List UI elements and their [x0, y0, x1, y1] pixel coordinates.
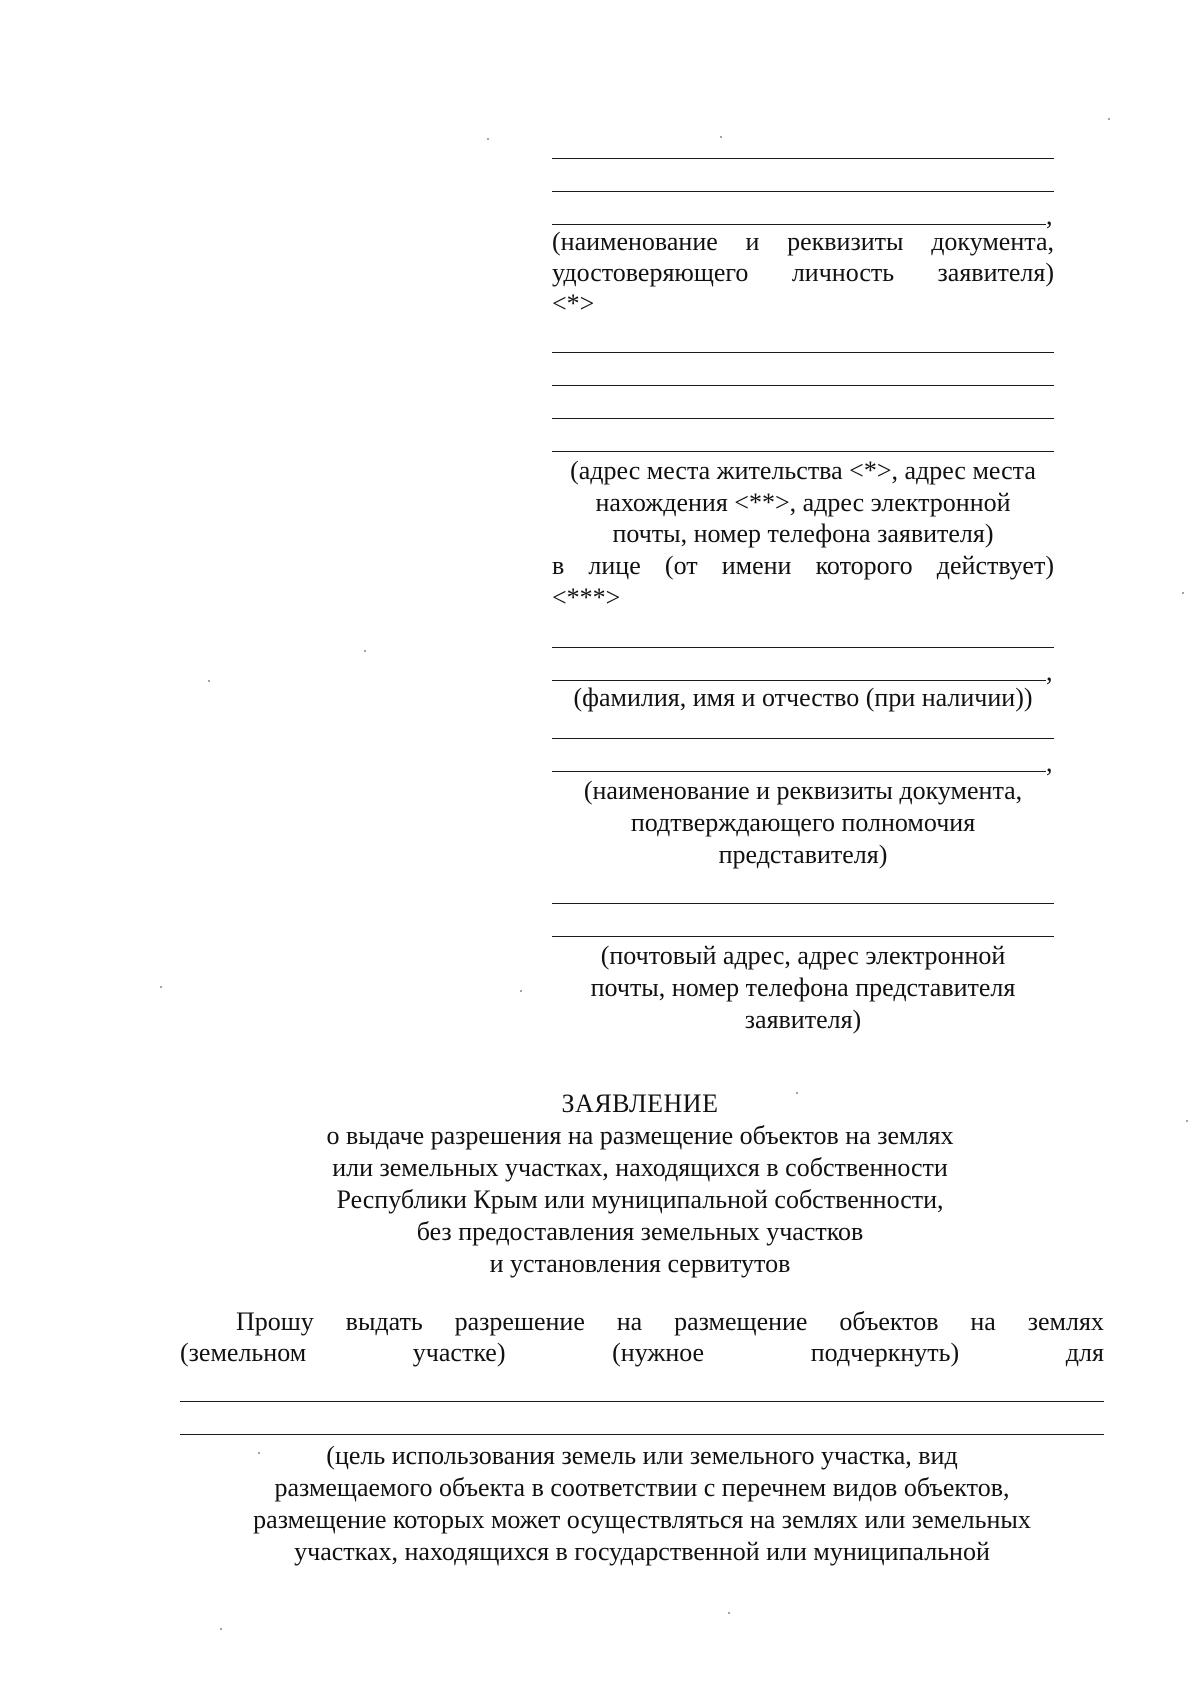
comma-mark: , [1046, 657, 1053, 686]
statement-title: ЗАЯВЛЕНИЕ [561, 1089, 719, 1118]
rep-doc-caption-line3: представителя) [718, 840, 888, 869]
caption-word: действует) [936, 551, 1054, 580]
statement-subtitle-line1: о выдаче разрешения на размещение объектов на землях [326, 1121, 954, 1150]
purpose-caption-line2: размещаемого объекта в соответствии с перечнем видов объектов, [274, 1473, 1010, 1502]
scan-speck [1108, 118, 1110, 120]
comma-mark: , [1046, 201, 1053, 230]
scan-speck [728, 1612, 730, 1614]
blank-line-rep-contact-2 [552, 936, 1054, 937]
request-line2 [180, 1337, 1104, 1368]
blank-line-purpose-1 [180, 1401, 1104, 1402]
blank-line-rep-doc-2 [552, 771, 1046, 772]
purpose-caption-line4: участках, находящихся в государственной или муниципальной [294, 1537, 990, 1566]
request-word: размещение [674, 1307, 808, 1336]
request-word: участке) [412, 1338, 506, 1367]
statement-subtitle-line5: и установления сервитутов [489, 1249, 791, 1278]
request-word: на [616, 1307, 643, 1336]
scan-speck [1186, 1120, 1188, 1122]
address-caption-line2: нахождения <**>, адрес электронной [595, 488, 1011, 517]
caption-word: заявителя) [937, 258, 1054, 287]
rep-contact-caption-line2: почты, номер телефона представителя [590, 973, 1016, 1002]
scan-speck [520, 990, 522, 992]
blank-line-fio-2 [552, 680, 1046, 681]
blank-line-rep-doc-1 [552, 738, 1054, 739]
blank-line-id-doc-3 [552, 224, 1046, 225]
purpose-caption-line1: (цель использования земель или земельного участка, вид [326, 1441, 958, 1470]
id-doc-footnote: <*> [552, 289, 595, 318]
caption-word: личность [791, 258, 895, 287]
on-behalf-footnote: <***> [552, 583, 621, 612]
request-word: выдать [345, 1307, 423, 1336]
caption-word: имени [721, 551, 792, 580]
request-word: разрешение [454, 1307, 585, 1336]
scan-speck [220, 1628, 222, 1630]
blank-line-purpose-2 [180, 1434, 1104, 1435]
request-line1 [236, 1306, 1104, 1337]
caption-word: и [745, 227, 760, 256]
blank-line-address-1 [552, 352, 1054, 353]
caption-word: документа, [931, 227, 1054, 256]
id-doc-caption-line1 [552, 226, 1054, 257]
blank-line-address-4 [552, 451, 1054, 452]
caption-word: удостоверяющего [552, 258, 749, 287]
blank-line-address-2 [552, 385, 1054, 386]
scan-speck [1182, 592, 1184, 594]
scan-speck [258, 1452, 260, 1454]
scan-speck [160, 986, 162, 988]
purpose-caption-line3: размещение которых может осуществляться на землях или земельных [253, 1505, 1031, 1534]
scan-speck [720, 136, 722, 138]
blank-line-id-doc-2 [552, 191, 1054, 192]
scan-speck [364, 650, 366, 652]
rep-doc-caption-line2: подтверждающего полномочия [630, 808, 976, 837]
statement-subtitle-line2: или земельных участках, находящихся в собственности [332, 1153, 948, 1182]
request-word: подчеркнуть) [810, 1338, 960, 1367]
blank-line-id-doc-1 [552, 158, 1054, 159]
request-word: для [1065, 1338, 1104, 1367]
request-word: объектов [839, 1307, 939, 1336]
rep-contact-caption-line3: заявителя) [744, 1005, 862, 1034]
caption-word: лице [588, 551, 641, 580]
id-doc-caption-line2 [552, 257, 1054, 288]
on-behalf-line [552, 550, 1054, 581]
scan-speck [796, 1092, 798, 1094]
rep-doc-caption-line1: (наименование и реквизиты документа, [583, 776, 1023, 805]
scan-speck [208, 680, 210, 682]
caption-word: (наименование [552, 227, 718, 256]
statement-subtitle-line4: без предоставления земельных участков [416, 1217, 864, 1246]
comma-mark: , [1046, 748, 1053, 777]
caption-word: которого [815, 551, 913, 580]
request-word: на [970, 1307, 996, 1336]
fio-caption: (фамилия, имя и отчество (при наличии)) [573, 683, 1033, 712]
request-word: землях [1027, 1307, 1104, 1336]
caption-word: в [552, 551, 565, 580]
blank-line-rep-contact-1 [552, 903, 1054, 904]
blank-line-fio-1 [552, 647, 1054, 648]
scan-speck [487, 138, 489, 140]
caption-word: (от [664, 551, 698, 580]
caption-word: реквизиты [787, 227, 904, 256]
address-caption-line1: (адрес места жительства <*>, адрес места [570, 456, 1036, 485]
blank-line-address-3 [552, 418, 1054, 419]
request-word: (нужное [612, 1338, 705, 1367]
address-caption-line3: почты, номер телефона заявителя) [612, 519, 994, 548]
request-word: Прошу [236, 1307, 314, 1336]
rep-contact-caption-line1: (почтовый адрес, адрес электронной [600, 941, 1006, 970]
request-word: (земельном [180, 1338, 307, 1367]
statement-subtitle-line3: Республики Крым или муниципальной собственности, [336, 1185, 944, 1214]
